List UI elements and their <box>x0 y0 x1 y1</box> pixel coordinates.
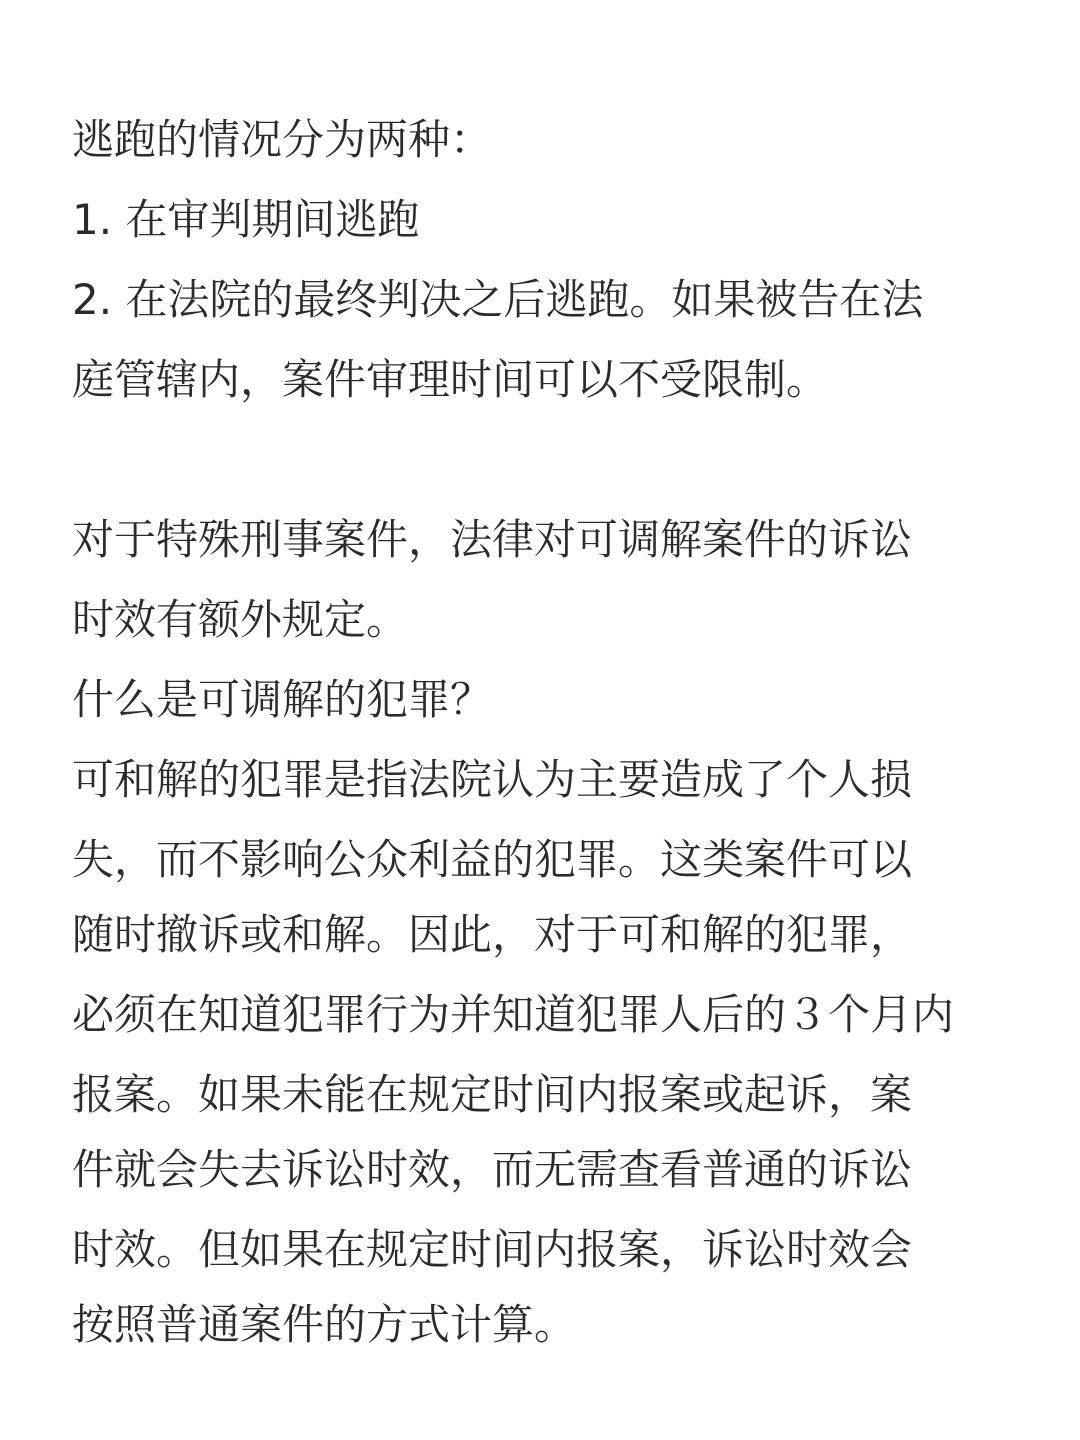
text-line: 什么是可调解的犯罪？ <box>72 675 493 724</box>
text-line: 必须在知道犯罪行为并知道犯罪人后的３个月内 <box>72 990 955 1039</box>
text-line: 按照普通案件的方式计算。 <box>72 1300 577 1349</box>
text-line: 失，而不影响公众利益的犯罪。这类案件可以 <box>72 835 913 884</box>
text-line: 随时撤诉或和解。因此，对于可和解的犯罪， <box>72 910 913 959</box>
text-line: 对于特殊刑事案件，法律对可调解案件的诉讼 <box>72 515 913 564</box>
text-line: 2. 在法院的最终判决之后逃跑。如果被告在法 <box>72 275 924 324</box>
text-line: 可和解的犯罪是指法院认为主要造成了个人损 <box>72 755 913 804</box>
text-line: 逃跑的情况分为两种： <box>72 115 493 164</box>
text-line: 报案。如果未能在规定时间内报案或起诉，案 <box>72 1070 913 1119</box>
text-line: 时效。但如果在规定时间内报案，诉讼时效会 <box>72 1225 913 1274</box>
text-line: 庭管辖内，案件审理时间可以不受限制。 <box>72 355 829 404</box>
text-line: 时效有额外规定。 <box>72 595 409 644</box>
text-line: 件就会失去诉讼时效，而无需查看普通的诉讼 <box>72 1145 913 1194</box>
text-line: 1. 在审判期间逃跑 <box>72 195 420 244</box>
